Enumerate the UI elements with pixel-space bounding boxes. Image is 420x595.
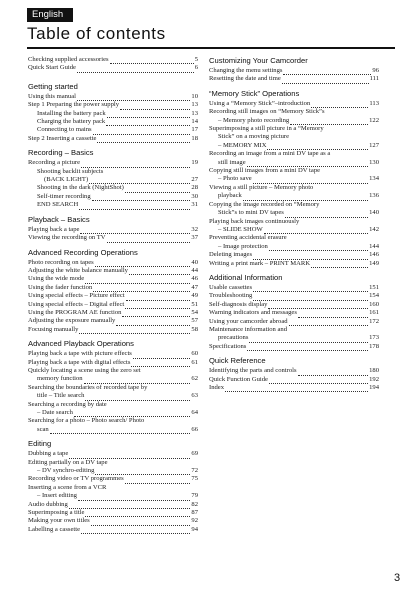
section-heading-getting-started: Getting started: [28, 81, 78, 91]
section-heading-advanced-playback: Advanced Playback Operations: [28, 339, 134, 349]
toc-entry: [28, 375, 198, 383]
toc-entry-page: 111: [369, 75, 379, 83]
toc-entry-page: 46: [191, 275, 198, 283]
toc-entry: [209, 384, 379, 392]
toc-entry: [28, 467, 198, 475]
toc-entry-page: 66: [191, 425, 198, 433]
toc-entry-title: Checking supplied accessories: [28, 56, 109, 63]
toc-entry: [209, 309, 379, 317]
toc-dot-leader: [85, 394, 190, 401]
toc-dot-leader: [97, 137, 190, 144]
toc-entry-page: 144: [369, 242, 379, 250]
toc-entry: [209, 376, 379, 384]
toc-entry-page: 14: [191, 118, 198, 126]
toc-entry: [209, 192, 379, 200]
toc-dot-leader: [95, 260, 191, 267]
toc-entry-title: – DV synchro-editing: [37, 467, 95, 475]
toc-entry-title: Making your own titles: [28, 517, 90, 525]
toc-entry-title: Using special effects – Digital effect: [28, 300, 125, 308]
toc-entry-page: 37: [191, 234, 198, 242]
toc-entry: [28, 64, 198, 72]
toc-section-recording-basics: [28, 159, 198, 209]
toc-entry: [28, 56, 198, 64]
toc-entry-page: 151: [369, 283, 379, 291]
toc-entry-title: Self-timer recording: [37, 192, 91, 200]
toc-entry: [209, 334, 379, 342]
toc-entry: [28, 509, 198, 517]
toc-entry: [28, 301, 198, 309]
toc-dot-leader: [311, 261, 368, 268]
toc-entry-page: 92: [191, 517, 198, 525]
toc-dot-leader: [110, 58, 194, 65]
toc-entry-page: 96: [372, 67, 379, 74]
toc-entry-page: 140: [369, 209, 379, 217]
toc-entry: [209, 251, 379, 259]
toc-entry: [28, 526, 198, 534]
toc-entry-title: Copying still images from a mini DV tape: [209, 167, 321, 175]
toc-dot-leader: [247, 345, 368, 352]
toc-entry-page: 63: [191, 392, 198, 400]
toc-entry: [28, 259, 198, 267]
toc-entry-title: Using the fader function: [28, 283, 93, 291]
toc-entry-title: memory function: [37, 375, 83, 383]
toc-entry-page: 62: [191, 375, 198, 383]
toc-entry-title: Inserting a scene from a VCR: [28, 483, 107, 491]
toc-entry-title: Photo recording on tapes: [28, 258, 94, 266]
toc-dot-leader: [283, 69, 371, 76]
toc-entry-page: 72: [191, 467, 198, 475]
title-divider: [27, 47, 395, 49]
toc-dot-leader: [69, 502, 191, 509]
toc-entry-title: Stick”s to mini DV tapes: [218, 209, 284, 217]
toc-entry-title: Searching the boundaries of recorded tape by: [28, 383, 148, 391]
toc-entry-page: 5: [194, 56, 198, 63]
toc-entry-page: 49: [191, 292, 198, 300]
toc-entry: [28, 492, 198, 500]
toc-dot-leader: [243, 194, 368, 201]
toc-dot-leader: [84, 377, 191, 384]
toc-dot-leader: [116, 319, 190, 326]
toc-dot-leader: [133, 352, 191, 359]
toc-entry: [209, 226, 379, 234]
toc-entry: [28, 184, 198, 192]
toc-entry: [209, 100, 379, 108]
toc-entry-title: Dubbing a tape: [28, 450, 69, 458]
toc-entry: [28, 517, 198, 525]
toc-entry-title: Recording still images on “Memory Stick”s: [209, 108, 325, 116]
toc-entry-page: 51: [191, 300, 198, 308]
toc-entry: [209, 75, 379, 83]
toc-section-advanced-recording: [28, 259, 198, 335]
toc-entry: [28, 350, 198, 358]
section-heading-customizing: Customizing Your Camcorder: [209, 56, 308, 65]
toc-dot-leader: [69, 452, 190, 459]
toc-dot-leader: [249, 336, 368, 343]
toc-entry-page: 134: [369, 175, 379, 183]
section-heading-advanced-recording: Advanced Recording Operations: [28, 247, 138, 257]
toc-dot-leader: [85, 277, 190, 284]
toc-entry-page: 79: [191, 492, 198, 500]
toc-entry-page: 17: [191, 126, 198, 134]
toc-entry-title: Using the wide mode: [28, 275, 85, 283]
toc-entry-title: Adjusting the white balance manually: [28, 266, 128, 274]
toc-entry-page: 19: [191, 159, 198, 167]
toc-entry-page: 173: [369, 334, 379, 342]
toc-entry-title: Using this manual: [28, 92, 76, 100]
toc-entry-page: 54: [191, 308, 198, 316]
toc-entry-page: 154: [369, 292, 379, 300]
toc-entry-page: 13: [191, 109, 198, 117]
toc-dot-leader: [120, 103, 190, 110]
toc-entry-title: Index: [209, 384, 225, 391]
toc-entry-page: 75: [191, 475, 198, 483]
toc-entry-title: playback: [218, 192, 242, 200]
toc-entry: [209, 209, 379, 217]
toc-entry: [28, 135, 198, 143]
toc-entry-title: Self-diagnosis display: [209, 300, 268, 308]
section-heading-editing: Editing: [28, 439, 52, 449]
toc-dot-leader: [89, 178, 190, 185]
toc-dot-leader: [79, 328, 190, 335]
toc-dot-leader: [77, 66, 194, 73]
toc-dot-leader: [253, 294, 368, 301]
toc-entry-title: Using your camcorder abroad: [209, 317, 288, 325]
toc-entry-title: END SEARCH: [37, 201, 79, 209]
toc-entry-page: 160: [369, 300, 379, 308]
toc-entry-title: Audio dubbing: [28, 500, 68, 508]
toc-entry-title: Recording a picture: [28, 159, 80, 167]
toc-entry-title: Playing back a tape with digital effects: [28, 358, 131, 366]
toc-dot-leader: [50, 428, 191, 435]
toc-dot-leader: [298, 311, 368, 318]
toc-entry-page: 142: [369, 225, 379, 233]
toc-dot-leader: [91, 519, 191, 526]
toc-entry-title: Using a “Memory Stick”–introduction: [209, 99, 311, 107]
toc-entry-page: 130: [369, 158, 379, 166]
toc-entry: [28, 475, 198, 483]
toc-dot-leader: [125, 186, 191, 193]
toc-dot-leader: [125, 477, 191, 484]
toc-entry-title: Recording video or TV programmes: [28, 475, 124, 483]
toc-dot-leader: [129, 269, 190, 276]
toc-entry-page: 31: [191, 201, 198, 209]
toc-entry-title: Shooting in the dark (NightShot): [37, 184, 124, 192]
toc-dot-leader: [93, 128, 191, 135]
toc-entry-page: 40: [191, 258, 198, 266]
toc-entry-title: Usable cassettes: [209, 283, 253, 291]
section-heading-quick-reference: Quick Reference: [209, 356, 266, 366]
toc-entry-title: – Photo save: [218, 175, 252, 183]
toc-entry: [28, 159, 198, 167]
toc-section-memory-stick: [209, 100, 379, 268]
toc-entry: [28, 176, 198, 184]
toc-entry-title: Playing back images continuously: [209, 217, 300, 225]
toc-entry-title: Playing back a tape: [28, 225, 80, 233]
toc-entry-page: 136: [369, 192, 379, 200]
toc-entry-page: 30: [191, 192, 198, 200]
toc-dot-leader: [81, 161, 190, 168]
toc-entry: [28, 326, 198, 334]
toc-section-playback-basics: [28, 226, 198, 243]
toc-entry-title: Resetting the date and time: [209, 75, 281, 83]
toc-entry-title: – SLIDE SHOW: [218, 225, 263, 233]
toc-dot-leader: [282, 77, 369, 84]
toc-entry-title: Viewing a still picture – Memory photo: [209, 183, 314, 191]
toc-entry-title: Superimposing a title: [28, 509, 85, 517]
toc-entry-title: title – Title search: [37, 392, 85, 400]
toc-entry-page: 82: [191, 500, 198, 508]
toc-entry: [209, 175, 379, 183]
toc-dot-leader: [269, 377, 368, 384]
toc-entry-title: Deleting images: [209, 251, 253, 259]
toc-dot-leader: [107, 236, 191, 243]
toc-entry-title: scan: [37, 425, 49, 433]
toc-dot-leader: [285, 211, 368, 218]
toc-entry-page: 13: [191, 101, 198, 109]
toc-entry: [209, 243, 379, 251]
toc-dot-leader: [225, 386, 368, 393]
toc-entry: [209, 318, 379, 326]
page-number: 3: [394, 572, 401, 584]
toc-entry-page: 194: [369, 384, 379, 391]
toc-entry-title: Step 1 Preparing the power supply: [28, 101, 120, 109]
toc-entry-page: 61: [191, 358, 198, 366]
toc-entry: [28, 284, 198, 292]
toc-dot-leader: [253, 177, 368, 184]
toc-entry: [209, 343, 379, 351]
toc-dot-leader: [85, 511, 190, 518]
toc-entry-page: 87: [191, 509, 198, 517]
toc-entry-page: 94: [191, 525, 198, 533]
toc-dot-leader: [78, 494, 190, 501]
toc-entry-title: Searching a recording by date: [28, 400, 107, 408]
toc-entry: [209, 260, 379, 268]
toc-dot-leader: [267, 144, 368, 151]
toc-dot-leader: [77, 95, 190, 102]
toc-dot-leader: [289, 319, 369, 326]
toc-dot-leader: [268, 303, 368, 310]
toc-section-quick-reference: [209, 367, 379, 392]
toc-entry-title: Playing back a tape with picture effects: [28, 350, 132, 358]
toc-entry: [209, 67, 379, 75]
toc-entry: [28, 292, 198, 300]
toc-entry-page: 27: [191, 176, 198, 184]
toc-entry-title: Identifying the parts and controls: [209, 367, 297, 375]
toc-left-column: [28, 56, 198, 534]
toc-section-additional-info: [209, 284, 379, 351]
toc-section-advanced-playback: [28, 350, 198, 434]
toc-entry-title: Maintenance information and: [209, 325, 287, 333]
toc-entry-title: – Image protection: [218, 242, 268, 250]
toc-dot-leader: [298, 369, 369, 376]
toc-entry: [209, 117, 379, 125]
language-tab: English: [27, 8, 73, 22]
toc-entry: [28, 392, 198, 400]
toc-entry: [28, 409, 198, 417]
toc-entry: [209, 292, 379, 300]
toc-dot-leader: [125, 302, 190, 309]
toc-dot-leader: [126, 294, 191, 301]
toc-entry-title: Step 2 Inserting a cassette: [28, 134, 97, 142]
toc-entry-page: 180: [369, 367, 379, 375]
toc-entry-title: Using special effects – Picture effect: [28, 292, 125, 300]
toc-entry: [28, 201, 198, 209]
toc-entry: [28, 226, 198, 234]
toc-entry-page: 122: [369, 116, 379, 124]
toc-dot-leader: [79, 203, 190, 210]
toc-dot-leader: [107, 111, 191, 118]
toc-dot-leader: [93, 286, 190, 293]
toc-dot-leader: [290, 118, 368, 125]
toc-entry: [209, 367, 379, 375]
toc-entry: [28, 450, 198, 458]
toc-entry-title: – Date search: [37, 409, 73, 416]
toc-entry-title: Changing the menu settings: [209, 67, 283, 74]
toc-entry-title: Stick” on a moving picture: [218, 133, 290, 141]
toc-dot-leader: [95, 469, 190, 476]
toc-intro: [28, 56, 198, 73]
toc-entry-title: Searching for a photo – Photo search/ Photo: [28, 417, 145, 425]
toc-entry-title: Focusing manually: [28, 325, 79, 333]
toc-entry-title: – Memory photo recording: [218, 116, 290, 124]
section-heading-additional-info: Additional Information: [209, 272, 283, 282]
toc-entry-page: 60: [191, 350, 198, 358]
toc-entry-title: Connecting to mains: [37, 126, 92, 134]
toc-entry: [28, 93, 198, 101]
toc-entry: [209, 284, 379, 292]
toc-right-column: [209, 56, 379, 392]
toc-entry: [28, 234, 198, 242]
toc-dot-leader: [264, 228, 368, 235]
toc-entry-title: Specifications: [209, 342, 247, 350]
toc-dot-leader: [74, 411, 191, 418]
toc-entry-title: Warning indicators and messages: [209, 309, 297, 317]
toc-entry-title: Charging the battery pack: [37, 118, 106, 126]
toc-entry: [209, 142, 379, 150]
toc-dot-leader: [247, 160, 368, 167]
toc-entry-title: Quickly locating a scene using the zero set: [28, 366, 141, 374]
toc-entry-page: 18: [191, 134, 198, 142]
toc-entry: [28, 359, 198, 367]
toc-entry: [209, 301, 379, 309]
toc-dot-leader: [81, 528, 190, 535]
toc-entry-page: 69: [191, 450, 198, 458]
toc-entry-page: 47: [191, 283, 198, 291]
toc-entry-title: Viewing the recording on TV: [28, 234, 106, 242]
toc-entry: [28, 309, 198, 317]
toc-entry-title: Preventing accidental erasure: [209, 234, 287, 242]
toc-entry-page: 44: [191, 266, 198, 274]
toc-entry-title: Using the PROGRAM AE function: [28, 308, 122, 316]
section-heading-playback-basics: Playback – Basics: [28, 214, 90, 224]
toc-entry-title: – Insert editing: [37, 492, 77, 500]
toc-entry-title: Quick Function Guide: [209, 375, 268, 383]
toc-dot-leader: [106, 120, 190, 127]
toc-entry-page: 146: [369, 251, 379, 259]
toc-entry-title: Quick Start Guide: [28, 64, 76, 72]
toc-entry-title: Installing the battery pack: [37, 109, 106, 117]
toc-entry-page: 192: [369, 375, 379, 383]
toc-dot-leader: [253, 253, 368, 260]
toc-entry-page: 6: [194, 64, 198, 72]
toc-entry-page: 178: [369, 342, 379, 350]
toc-entry-page: 10: [191, 92, 198, 100]
toc-section-getting-started: [28, 93, 198, 143]
toc-dot-leader: [269, 245, 368, 252]
toc-entry-page: 58: [191, 325, 198, 333]
toc-entry-title: Editing partially on a DV tape: [28, 458, 108, 466]
toc-entry-title: Superimposing a still picture in a “Memory: [209, 125, 324, 133]
toc-entry: [28, 267, 198, 275]
toc-entry-page: 172: [369, 317, 379, 325]
toc-dot-leader: [80, 228, 190, 235]
toc-entry: [28, 426, 198, 434]
toc-entry-page: 28: [191, 184, 198, 192]
toc-entry-title: – MEMORY MIX: [218, 141, 267, 149]
page-title: Table of contents: [27, 24, 166, 43]
toc-dot-leader: [253, 286, 368, 293]
toc-entry: [28, 275, 198, 283]
toc-entry: [28, 110, 198, 118]
toc-entry-page: 149: [369, 259, 379, 267]
toc-entry-title: precautions: [218, 334, 249, 342]
toc-entry-page: 161: [369, 309, 379, 317]
toc-entry-title: (BACK LIGHT): [44, 176, 89, 184]
toc-dot-leader: [122, 311, 190, 318]
toc-section-customizing: [209, 67, 379, 84]
toc-entry: [28, 193, 198, 201]
toc-dot-leader: [131, 360, 190, 367]
toc-entry: [28, 501, 198, 509]
toc-entry: [28, 101, 198, 109]
toc-entry: [28, 317, 198, 325]
toc-entry-page: 57: [191, 317, 198, 325]
toc-entry-page: 113: [369, 99, 379, 107]
toc-dot-leader: [92, 195, 191, 202]
toc-entry: [28, 118, 198, 126]
toc-entry-page: 127: [369, 141, 379, 149]
section-heading-memory-stick: “Memory Stick” Operations: [209, 88, 300, 98]
toc-section-editing: [28, 450, 198, 534]
toc-entry-title: Copying the image recorded on “Memory: [209, 200, 320, 208]
toc-entry-page: 64: [191, 409, 198, 416]
toc-entry-title: Labelling a cassette: [28, 525, 80, 533]
toc-entry-title: Recording an image from a mini DV tape as a: [209, 150, 331, 158]
toc-entry-page: 32: [191, 225, 198, 233]
toc-entry-title: Shooting backlit subjects: [37, 167, 104, 175]
toc-entry-title: Writing a print mark – PRINT MARK: [209, 259, 311, 267]
toc-entry: [28, 126, 198, 134]
toc-entry-title: Troubleshooting: [209, 292, 253, 300]
toc-entry-title: still image: [218, 158, 246, 166]
toc-dot-leader: [311, 102, 368, 109]
toc-entry: [209, 159, 379, 167]
toc-entry-title: Adjusting the exposure manually: [28, 317, 116, 325]
section-heading-recording-basics: Recording – Basics: [28, 148, 94, 158]
